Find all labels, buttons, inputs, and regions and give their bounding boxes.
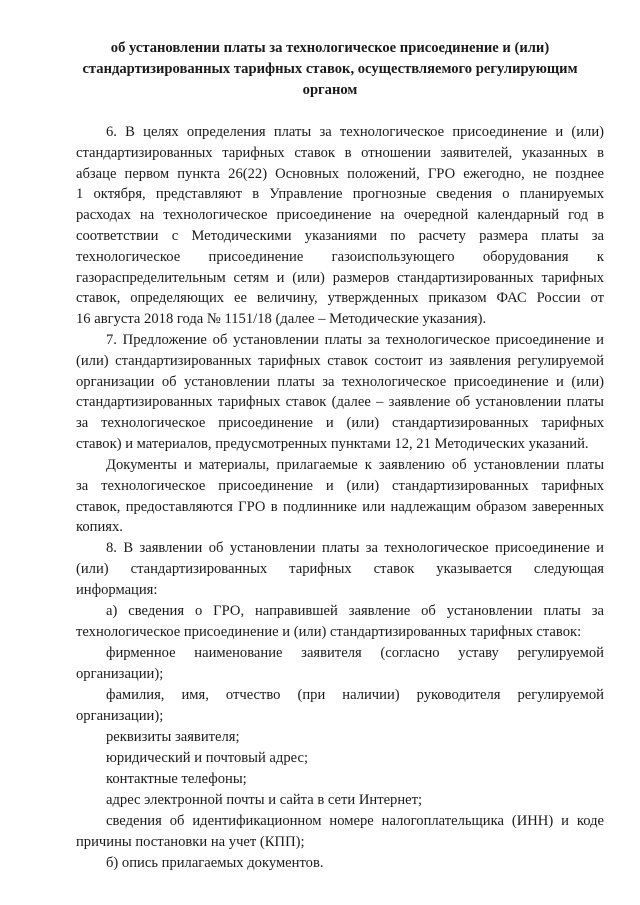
text-line: б) опись прилагаемых документов. xyxy=(106,855,324,871)
text-line: копиях. xyxy=(76,519,123,536)
paragraph-6 xyxy=(76,122,604,330)
list-item-phones xyxy=(76,769,604,790)
text-line: фирменное наименование заявителя (согласно уставу регулируемой xyxy=(106,645,604,661)
text-line: ставок) и материалов, предусмотренных пунктами 12, 21 Методических указаний. xyxy=(76,435,589,452)
text-line: расходах на технологическое присоединение на очередной календарный год в xyxy=(76,207,604,224)
text-line: адрес электронной почты и сайта в сети Интернет; xyxy=(106,792,423,808)
text-line: газораспределительным сетям и (или) размеров стандартизированных тарифных xyxy=(76,269,604,286)
text-line: юридический и почтовый адрес; xyxy=(106,750,308,766)
paragraph-8a xyxy=(76,601,604,643)
text-line: причины постановки на учет (КПП); xyxy=(76,833,305,850)
list-item-director xyxy=(76,685,604,727)
text-line: технологическое присоединение и (или) стандартизированных тарифных ставок: xyxy=(76,623,582,640)
text-line: Документы и материалы, прилагаемые к заявлению об установлении платы xyxy=(106,457,604,473)
text-line: за технологическое присоединение и (или) стандартизированных тарифных xyxy=(76,415,604,432)
text-line: организации); xyxy=(76,707,164,724)
text-line: а) сведения о ГРО, направившей заявление об установлении платы за xyxy=(106,603,604,619)
text-line: (или) стандартизированных тарифных ставок указывается следующая xyxy=(76,560,604,577)
title-line: стандартизированных тарифных ставок, осуществляемого регулирующим xyxy=(82,61,578,77)
text-line: организации об установлении платы за технологическое присоединение и (или) xyxy=(76,373,604,390)
title-line: об установлении платы за технологическое присоединение и (или) xyxy=(110,40,550,56)
paragraph-7-documents xyxy=(76,455,604,538)
text-line: организации); xyxy=(76,665,164,682)
text-line: 7. Предложение об установлении платы за технологическое присоединение и xyxy=(106,332,604,348)
list-item-email-website xyxy=(76,790,604,811)
text-line: 8. В заявлении об установлении платы за технологическое присоединение и xyxy=(106,540,604,556)
paragraph-7 xyxy=(76,330,604,455)
text-line: технологическое присоединение газоиспользующего оборудования к xyxy=(76,248,604,265)
paragraph-8b xyxy=(76,853,604,874)
text-line: ставок, предоставляются ГРО в подлиннике или надлежащим образом заверенных xyxy=(76,498,604,515)
paragraph-8 xyxy=(76,538,604,600)
text-line: (или) стандартизированных тарифных ставок состоит из заявления регулируемой xyxy=(76,352,604,369)
text-line: за технологическое присоединение и (или) стандартизированных тарифных xyxy=(76,477,604,494)
text-line: 6. В целях определения платы за технологическое присоединение и (или) xyxy=(106,124,604,140)
list-item-address xyxy=(76,748,604,769)
text-line: соответствии с Методическими указаниями по расчету размера платы за xyxy=(76,227,604,244)
document-title xyxy=(60,38,600,101)
list-item-requisites xyxy=(76,727,604,748)
list-item-inn-kpp xyxy=(76,811,604,853)
text-line: 1 октября, представляют в Управление прогнозные сведения о планируемых xyxy=(76,186,604,203)
text-line: контактные телефоны; xyxy=(106,771,247,787)
text-line: информация: xyxy=(76,581,158,598)
text-line: стандартизированных тарифных ставок (далее – заявление об установлении платы xyxy=(76,394,604,411)
text-line: 16 августа 2018 года № 1151/18 (далее – Методические указания). xyxy=(76,311,487,328)
text-line: реквизиты заявителя; xyxy=(106,729,240,745)
text-line: сведения об идентификационном номере налогоплательщика (ИНН) и коде xyxy=(106,813,604,829)
text-line: абзаце первом пункта 26(22) Основных положений, ГРО ежегодно, не позднее xyxy=(76,165,604,182)
list-item-company-name xyxy=(76,643,604,685)
text-line: ставок, определяющих ее величину, утвержденных приказом ФАС России от xyxy=(76,290,604,307)
title-line: органом xyxy=(302,82,358,98)
text-line: стандартизированных тарифных ставок в отношении заявителей, указанных в xyxy=(76,144,604,161)
text-line: фамилия, имя, отчество (при наличии) руководителя регулируемой xyxy=(106,687,604,703)
